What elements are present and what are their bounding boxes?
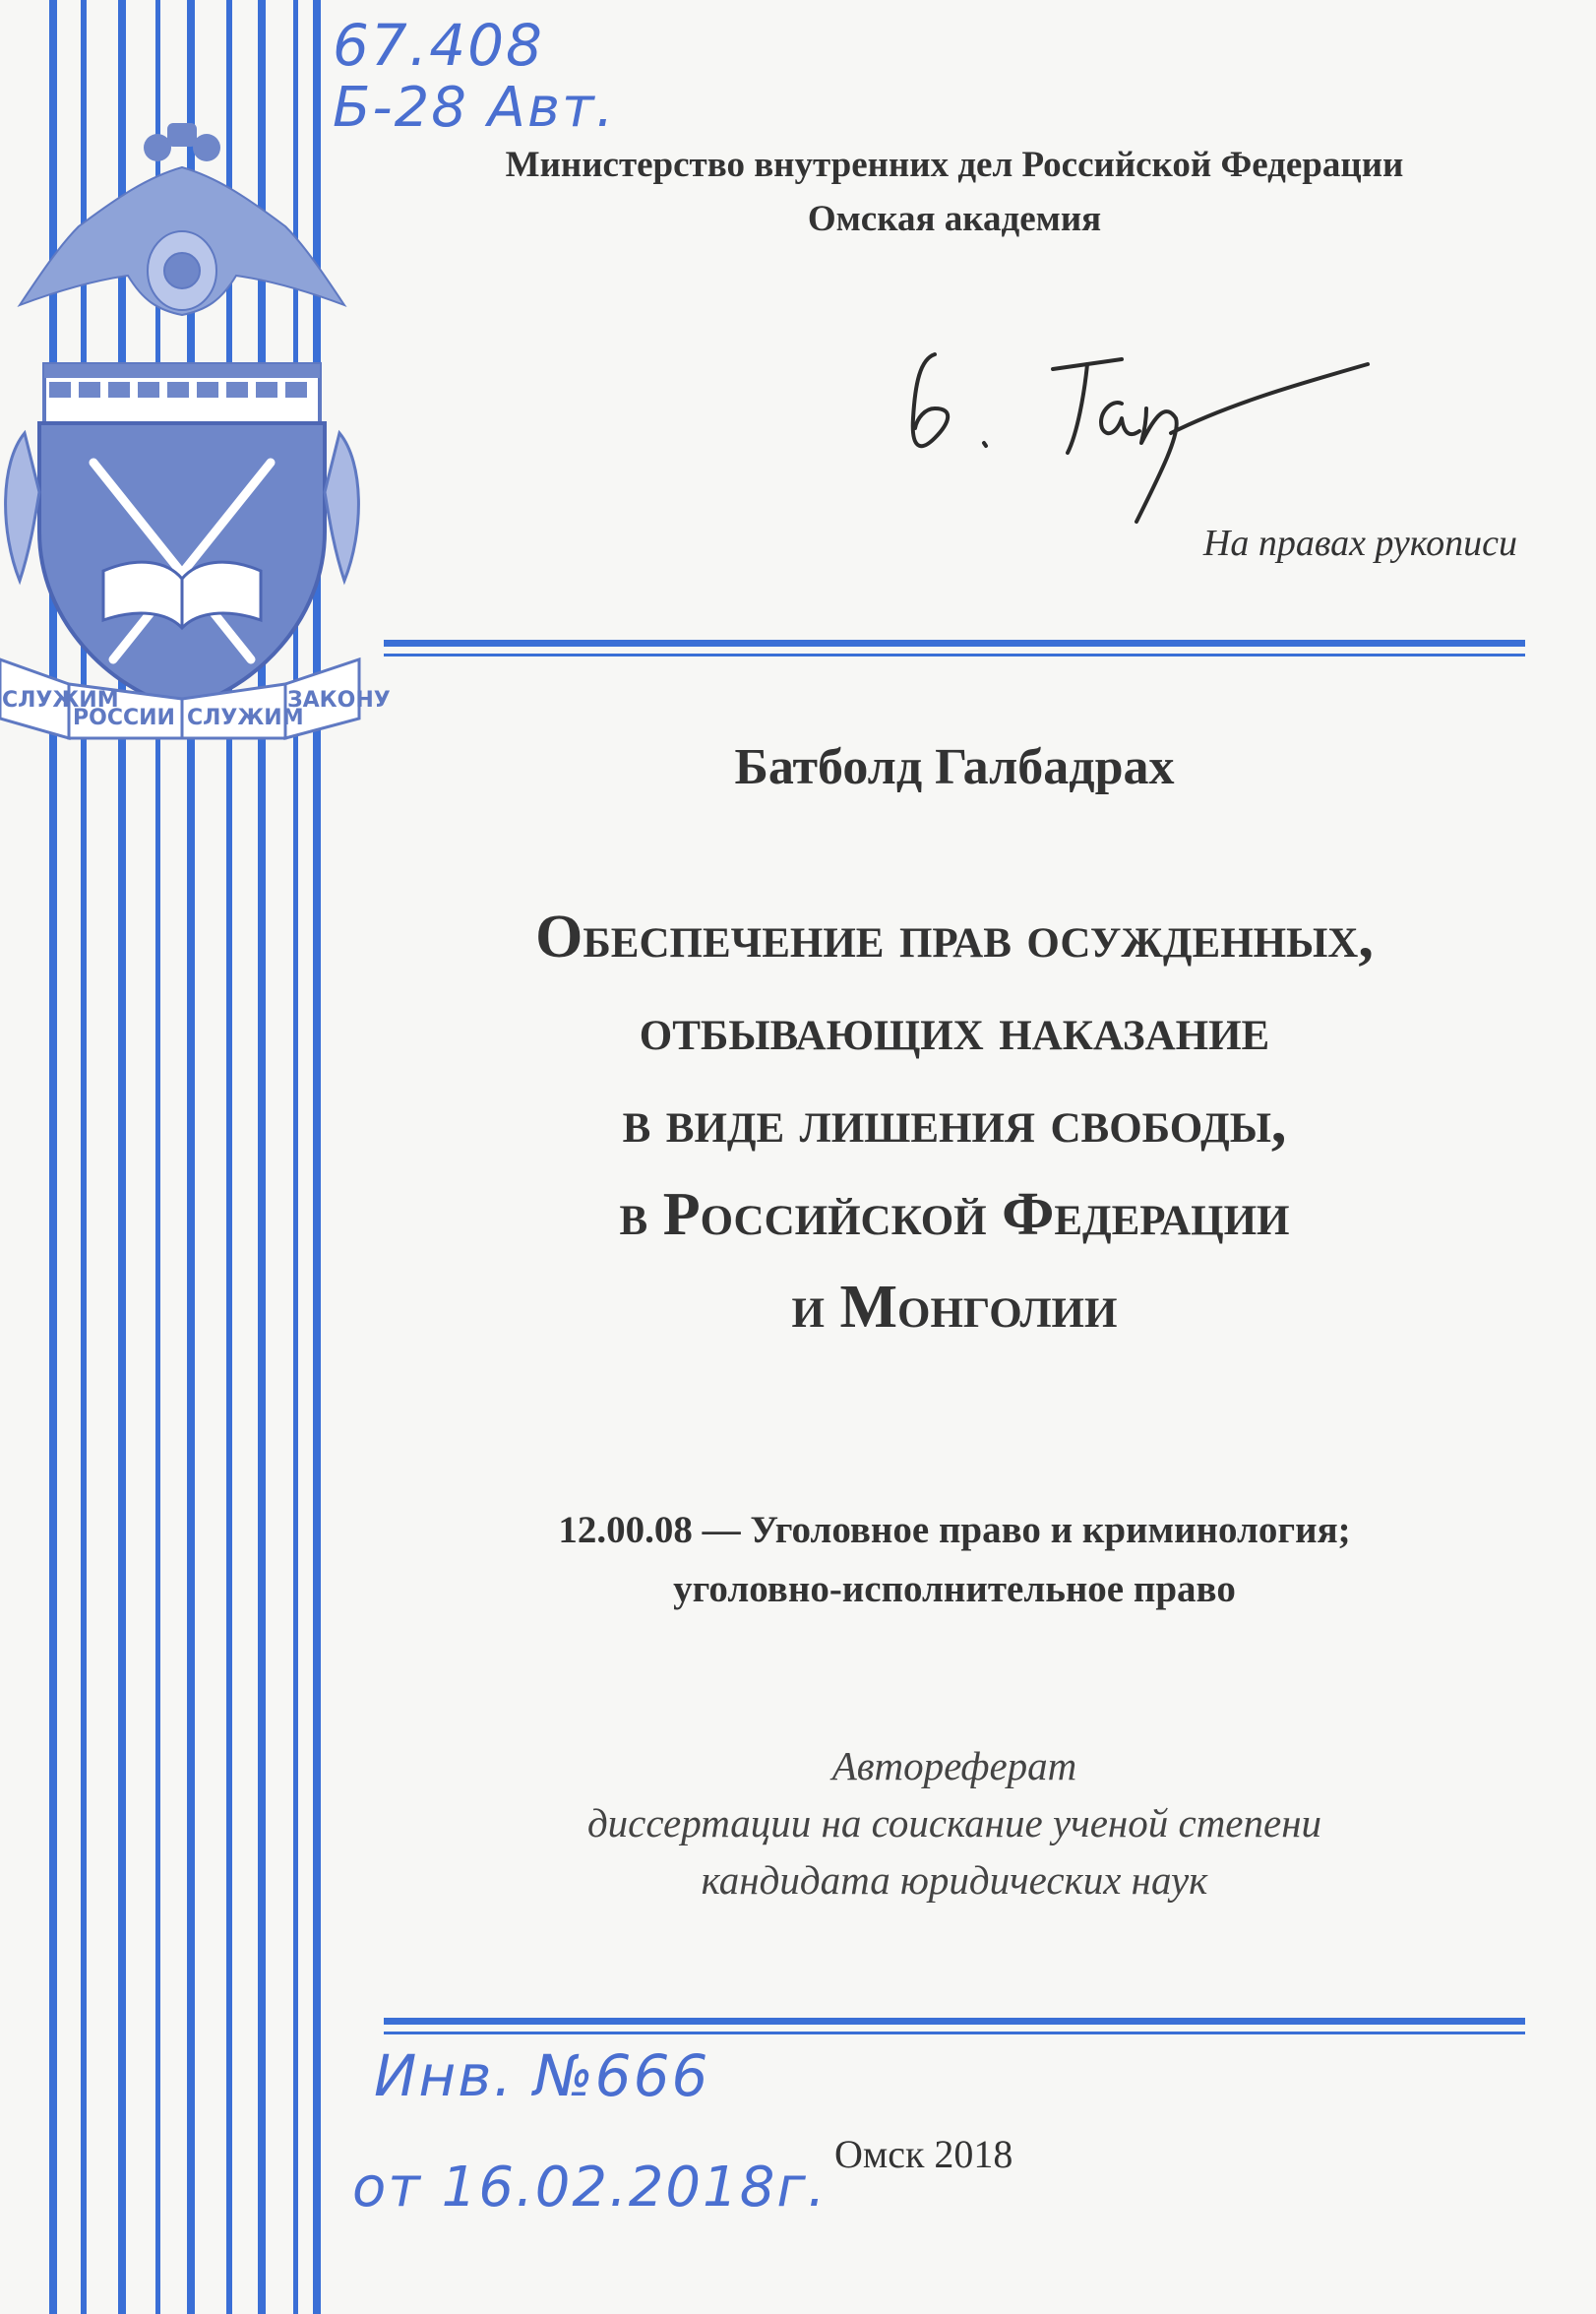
title-line-3: в виде лишения свободы, [622,1089,1287,1156]
handwritten-signature [876,325,1387,551]
ministry-name: Министерство внутренних дел Российской Федерации [505,145,1404,185]
title-line-5: и Монголии [791,1274,1118,1341]
motto-word-1: СЛУЖИМ [2,688,119,713]
dissertation-title [335,891,1574,1353]
motto-word-2: РОССИИ [73,706,175,730]
motto-word-3: СЛУЖИМ [187,706,304,730]
manuscript-note: На правах рукописи [1202,523,1517,564]
handwritten-inventory-date: от 16.02.2018г. [352,2156,828,2220]
title-line-2: отбывающих наказание [639,996,1270,1063]
abstract-description [335,1737,1574,1908]
title-line-4: в Российской Федерации [619,1181,1290,1248]
abstract-line-2: диссертации на соискание ученой степени [586,1800,1322,1845]
motto-word-4: ЗАКОНУ [287,688,391,713]
abstract-line-1: Автореферат [831,1743,1077,1788]
abstract-line-3: кандидата юридических наук [701,1857,1208,1903]
title-line-1: Обеспечение прав осужденных, [535,904,1374,970]
specialty [335,1501,1574,1619]
handwritten-classification-code: 67.408 [333,12,544,79]
top-rule-thin [384,654,1525,657]
bottom-rule-thin [384,2032,1525,2034]
handwritten-inventory-number: Инв. №666 [374,2042,710,2109]
top-rule-thick [384,640,1525,647]
bottom-rule-thick [384,2018,1525,2025]
academy-name: Омская академия [807,199,1102,239]
place-year: Омск 2018 [834,2132,1013,2176]
academy-emblem [0,108,391,730]
specialty-line-2: уголовно-исполнительное право [673,1568,1236,1610]
author-name: Батболд Галбадрах [734,739,1175,795]
handwritten-author-mark: Б-28 Авт. [333,76,616,140]
specialty-line-1: 12.00.08 — Уголовное право и криминология; [558,1509,1351,1551]
